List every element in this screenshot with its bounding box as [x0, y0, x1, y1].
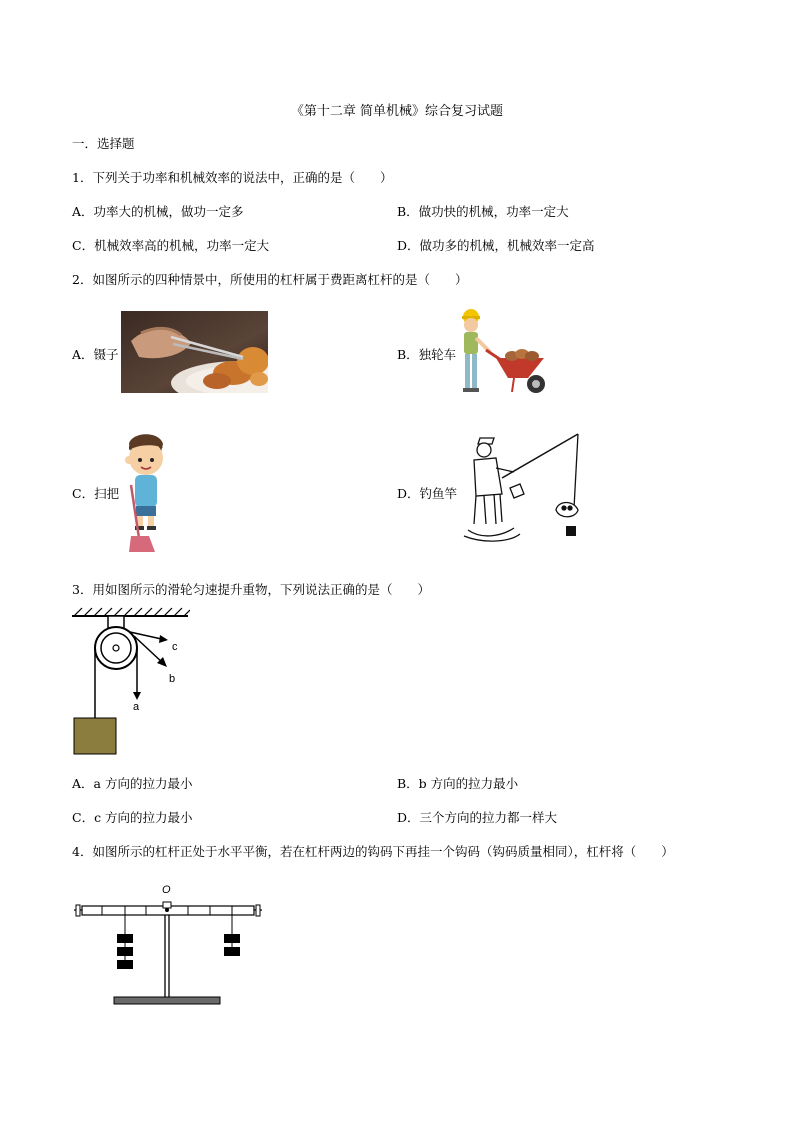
question-1-option-b: B．做功快的机械，功率一定大 — [397, 204, 569, 219]
pivot-label: O — [162, 884, 171, 896]
question-3-option-b: B．b 方向的拉力最小 — [397, 776, 519, 791]
question-3-option-d: D．三个方向的拉力都一样大 — [397, 810, 558, 825]
question-2-stem: 2．如图所示的四种情景中，所使用的杠杆属于费距离杠杆的是（ ） — [72, 272, 468, 287]
pulley-label-c: c — [172, 641, 178, 653]
fishing-image — [462, 432, 584, 546]
wheelbarrow-image — [456, 308, 552, 398]
question-2-option-d: D．钓鱼竿 — [397, 486, 458, 501]
question-1-option-d: D．做功多的机械，机械效率一定高 — [397, 238, 595, 253]
tweezers-image — [121, 311, 268, 393]
pulley-diagram — [70, 606, 190, 756]
question-1-option-a: A．功率大的机械，做功一定多 — [72, 204, 244, 219]
pulley-label-b: b — [169, 673, 176, 685]
pulley-label-a: a — [133, 701, 140, 713]
lever-diagram — [70, 880, 266, 1010]
broom-image — [121, 430, 171, 554]
question-3-option-a: A．a 方向的拉力最小 — [72, 776, 193, 791]
page-title: 《第十二章 简单机械》综合复习试题 — [290, 104, 504, 119]
section-heading: 一．选择题 — [72, 136, 135, 151]
question-4-stem: 4．如图所示的杠杆正处于水平平衡，若在杠杆两边的钩码下再挂一个钩码（钩码质量相同），杠杆将（ ） — [72, 844, 674, 859]
question-2-option-a: A．镊子 — [72, 347, 119, 362]
question-2-option-c: C．扫把 — [72, 486, 120, 501]
question-3-option-c: C．c 方向的拉力最小 — [72, 810, 193, 825]
question-1-stem: 1．下列关于功率和机械效率的说法中，正确的是（ ） — [72, 170, 393, 185]
question-3-stem: 3．用如图所示的滑轮匀速提升重物，下列说法正确的是（ ） — [72, 582, 430, 597]
question-1-option-c: C．机械效率高的机械，功率一定大 — [72, 238, 270, 253]
question-2-option-b: B．独轮车 — [397, 347, 457, 362]
